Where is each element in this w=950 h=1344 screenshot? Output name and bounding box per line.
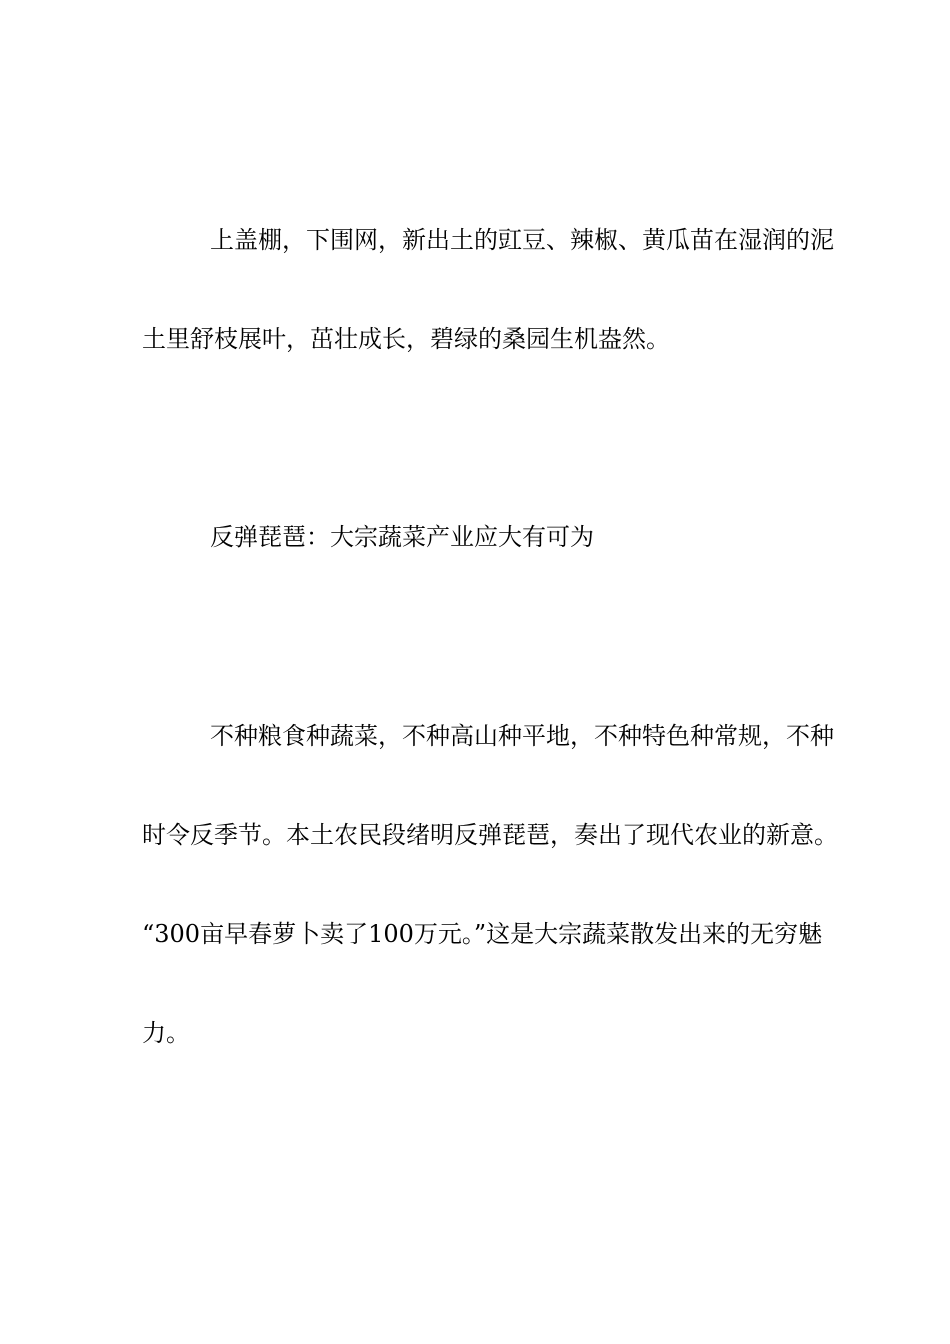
paragraph-2-line-1: 不种粮食种蔬菜，不种高山种平地，不种特色种常规，不种 <box>210 722 834 750</box>
paragraph-2-line-4: 力。 <box>142 1019 190 1047</box>
paragraph-1-line-2: 土里舒枝展叶，茁壮成长，碧绿的桑园生机盎然。 <box>142 325 670 353</box>
paragraph-2-line-3: “300亩早春萝卜卖了100万元。”这是大宗蔬菜散发出来的无穷魅 <box>142 920 823 948</box>
section-heading: 反弹琵琶：大宗蔬菜产业应大有可为 <box>210 523 594 551</box>
paragraph-1-line-1: 上盖棚，下围网，新出土的豇豆、辣椒、黄瓜苗在湿润的泥 <box>210 226 834 254</box>
paragraph-2-line-2: 时令反季节。本土农民段绪明反弹琵琶，奏出了现代农业的新意。 <box>142 821 838 849</box>
